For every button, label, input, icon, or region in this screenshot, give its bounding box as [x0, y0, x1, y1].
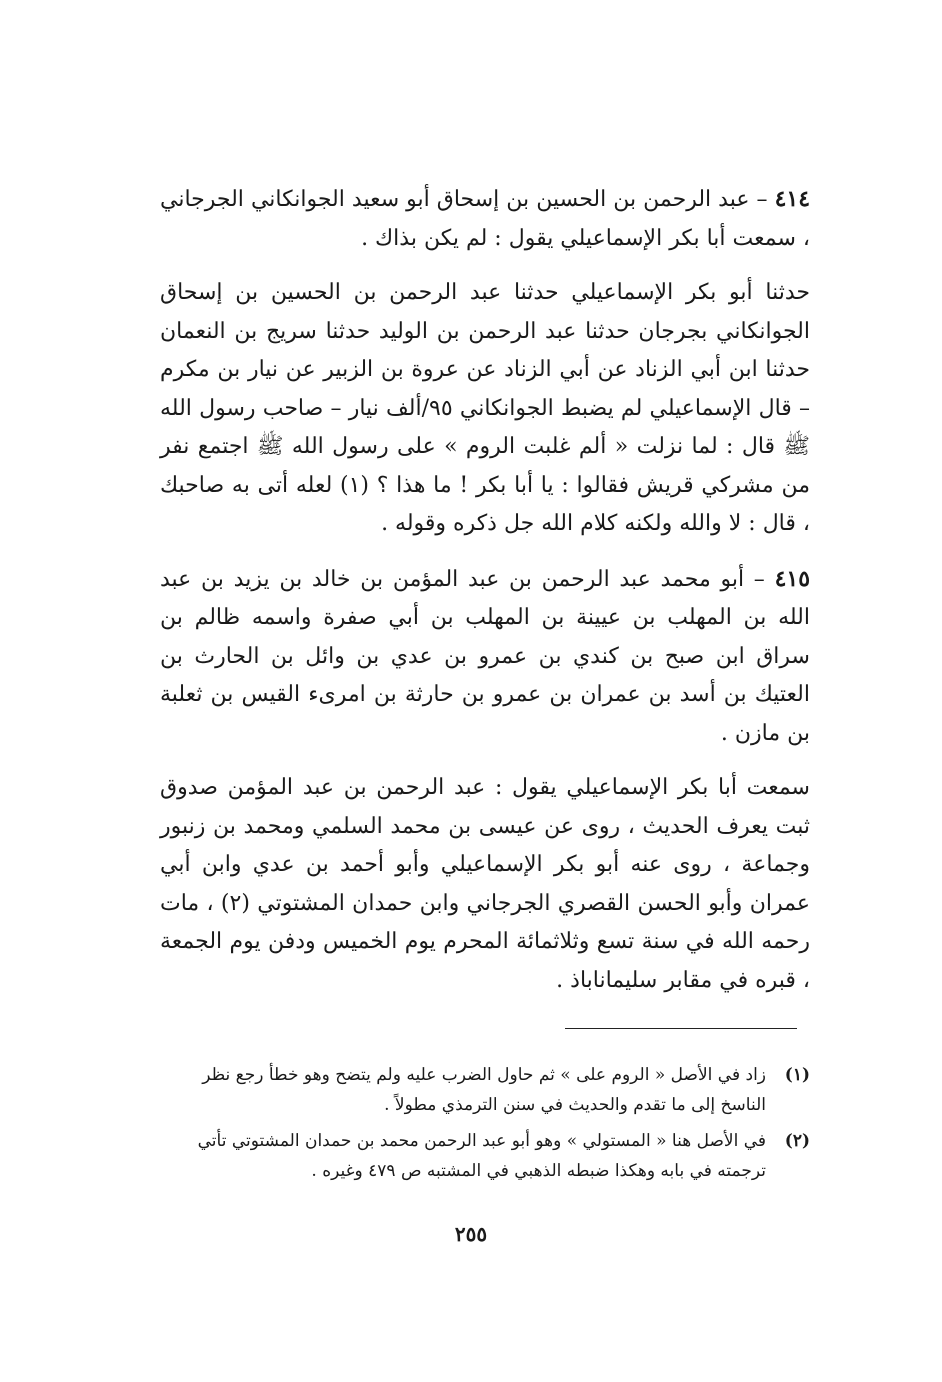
entry-415-heading-paragraph — [160, 560, 810, 754]
entry-number: ٤١٥ — [774, 565, 811, 592]
footnote-text: في الأصل هنا « المستولي » وهو أبو عبد الرحمن محمد بن حمدان المشتوتي تأتي ترجمته في بابه وهكذا ضبطه الذهبي في المشتبه ص ٤٧٩ وغيره . — [197, 1131, 766, 1181]
page-number: ٢٥٥ — [454, 1222, 488, 1246]
footnote-marker: (١) — [784, 1065, 810, 1085]
footnotes — [160, 1060, 810, 1192]
footnote-text: زاد في الأصل « الروم على » ثم حاول الضرب عليه ولم يتضح وهو خطأ رجع نظر الناسخ إلى ما تقدم والحديث في سنن الترمذي مطولاً . — [202, 1065, 766, 1115]
entry-414-hadith-paragraph — [160, 274, 810, 544]
entry-text: – أبو محمد عبد الرحمن بن عبد المؤمن بن خالد بن يزيد بن عبد الله بن المهلب بن عيينة بن المهلب بن أبي صفرة واسمه ظالم بن سراق ابن صبح بن كندي بن عمرو بن عدي بن وائل بن الحارث بن العتيك بن أسد بن عمران بن عمرو بن حارثة بن امرىء القيس بن ثعلبة بن مازن . — [160, 566, 810, 746]
footnote-2 — [160, 1126, 810, 1186]
entry-text: سمعت أبا بكر الإسماعيلي يقول : عبد الرحمن بن عبد المؤمن صدوق ثبت يعرف الحديث ، روى عن عيسى بن محمد السلمي ومحمد بن زنبور وجماعة ، روى عنه أبو بكر الإسماعيلي وأبو أحمد بن عدي وابن أبي عمران وأبو الحسن القصري الجرجاني وابن حمدان المشتوتي (٢) ، مات رحمه الله في سنة تسع وثلاثمائة المحرم يوم الخميس ودفن يوم الجمعة ، قبره في مقابر سليماناباذ . — [160, 775, 810, 993]
footnote-divider — [565, 1028, 797, 1029]
entry-number: ٤١٤ — [774, 186, 811, 212]
page-body — [160, 180, 810, 1000]
footnote-marker: (٢) — [784, 1131, 810, 1151]
entry-text: حدثنا أبو بكر الإسماعيلي حدثنا عبد الرحمن بن الحسين بن إسحاق الجوانكاني بجرجان حدثنا عبد الرحمن بن الوليد حدثنا سريج بن النعمان حدثنا ابن أبي الزناد عن أبي الزناد عن عروة بن الزبير عن نيار بن مكرم – قال الإسماعيلي لم يضبط الجوانكاني ٩٥/ألف نيار – صاحب رسول الله ﷺ قال : لما نزلت « ألم غلبت الروم » على رسول الله ﷺ اجتمع نفر من مشركي قريش فقالوا : يا أبا بكر ! ما هذا ؟ (١) لعله أتى به صاحبك ، قال : لا والله ولكنه كلام الله جل ذكره وقوله . — [160, 280, 810, 536]
footnote-1 — [160, 1060, 810, 1120]
entry-text: – عبد الرحمن بن الحسين بن إسحاق أبو سعيد الجوانكاني الجرجاني ، سمعت أبا بكر الإسماعيلي يقول : لم يكن بذاك . — [160, 187, 810, 251]
entry-415-narration-paragraph — [160, 769, 810, 1000]
entry-414-heading-paragraph — [160, 180, 810, 258]
